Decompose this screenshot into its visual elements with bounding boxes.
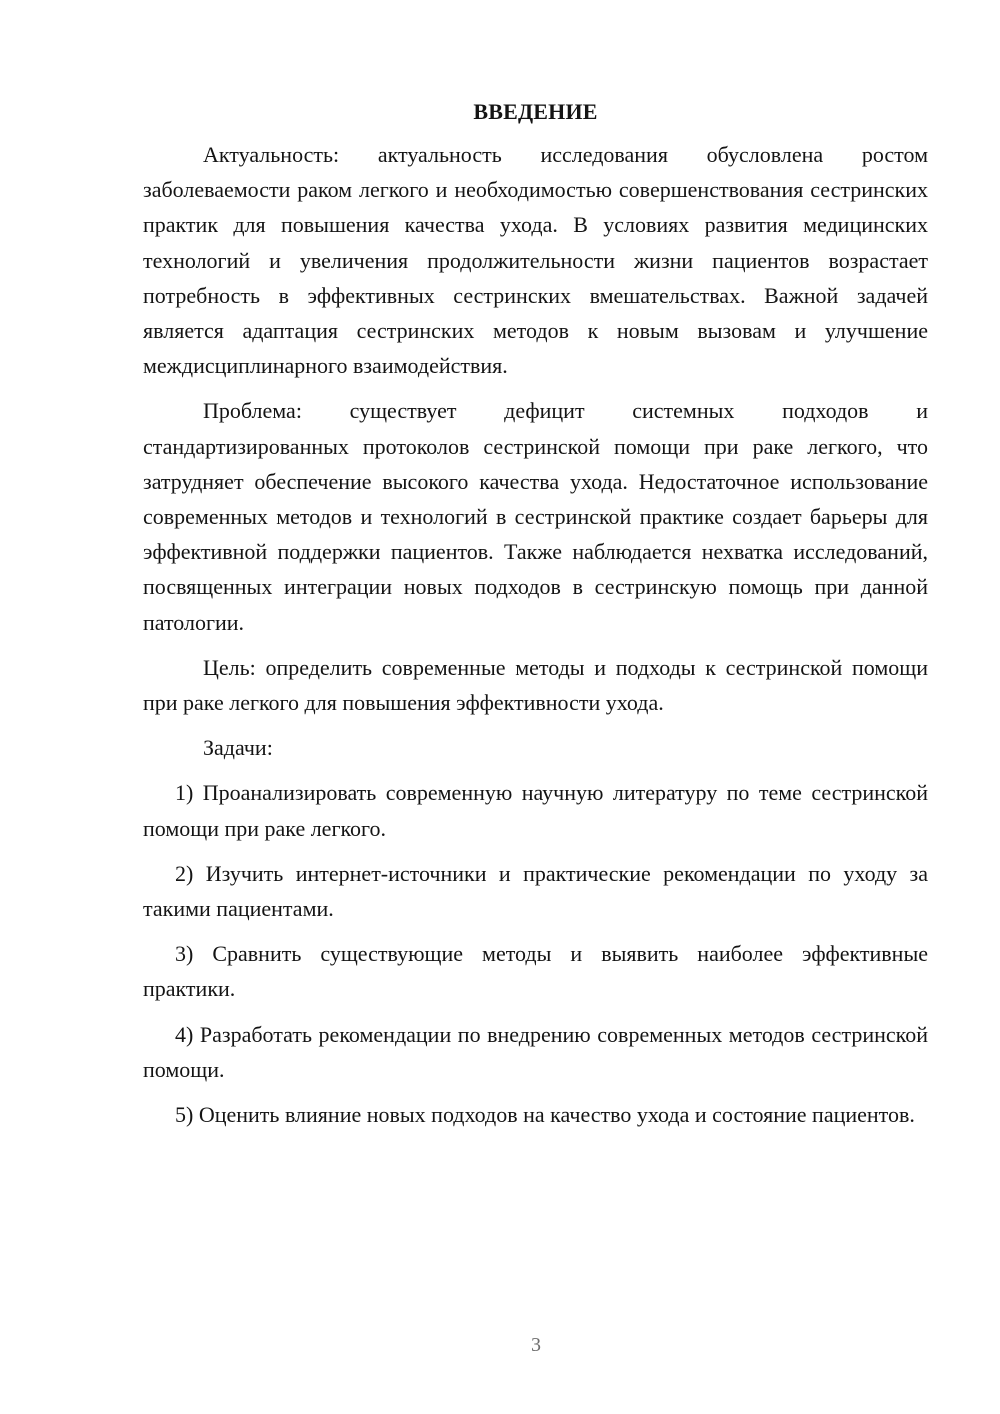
goal-paragraph: Цель: определить современные методы и подходы к сестринской помощи при раке легкого для повышения эффективности ухода. [143, 654, 928, 716]
tasks-label: Задачи: [203, 735, 273, 761]
task-item: 3) Сравнить существующие методы и выявить наиболее эффективные практики. [143, 941, 928, 1002]
task-item: 4) Разработать рекомендации по внедрению современных методов сестринской помощи. [143, 1021, 928, 1082]
page-content [143, 94, 928, 1142]
problem-paragraph: Проблема: существует дефицит системных подходов и стандартизированных протоколов сестринской помощи при раке легкого, что затрудняет обеспечение высокого качества ухода. Недостаточное использование современных методов и технологий в сестринской практике создает барьеры для эффективной поддержки пациентов. Также наблюдается нехватка исследований, посвященных интеграции новых подходов в сестринскую помощь при данной патологии. [143, 398, 928, 635]
page-number: 3 [531, 1334, 541, 1356]
task-item: 5) Оценить влияние новых подходов на качество ухода и состояние пациентов. [175, 1102, 915, 1128]
section-heading: ВВЕДЕНИЕ [473, 99, 598, 124]
tasks-list [143, 775, 928, 1132]
task-item: 1) Проанализировать современную научную литературу по теме сестринской помощи при раке легкого. [143, 780, 928, 841]
task-item: 2) Изучить интернет-источники и практические рекомендации по уходу за такими пациентами. [143, 860, 928, 922]
relevance-paragraph: Актуальность: актуальность исследования обусловлена ростом заболеваемости раком легкого и необходимостью совершенствования сестринских практик для повышения качества ухода. В условиях развития медицинских технологий и увеличения продолжительности жизни пациентов возрастает потребность в эффективных сестринских вмешательствах. Важной задачей является адаптация сестринских методов к новым вызовам и улучшение междисциплинарного взаимодействия. [143, 142, 928, 379]
